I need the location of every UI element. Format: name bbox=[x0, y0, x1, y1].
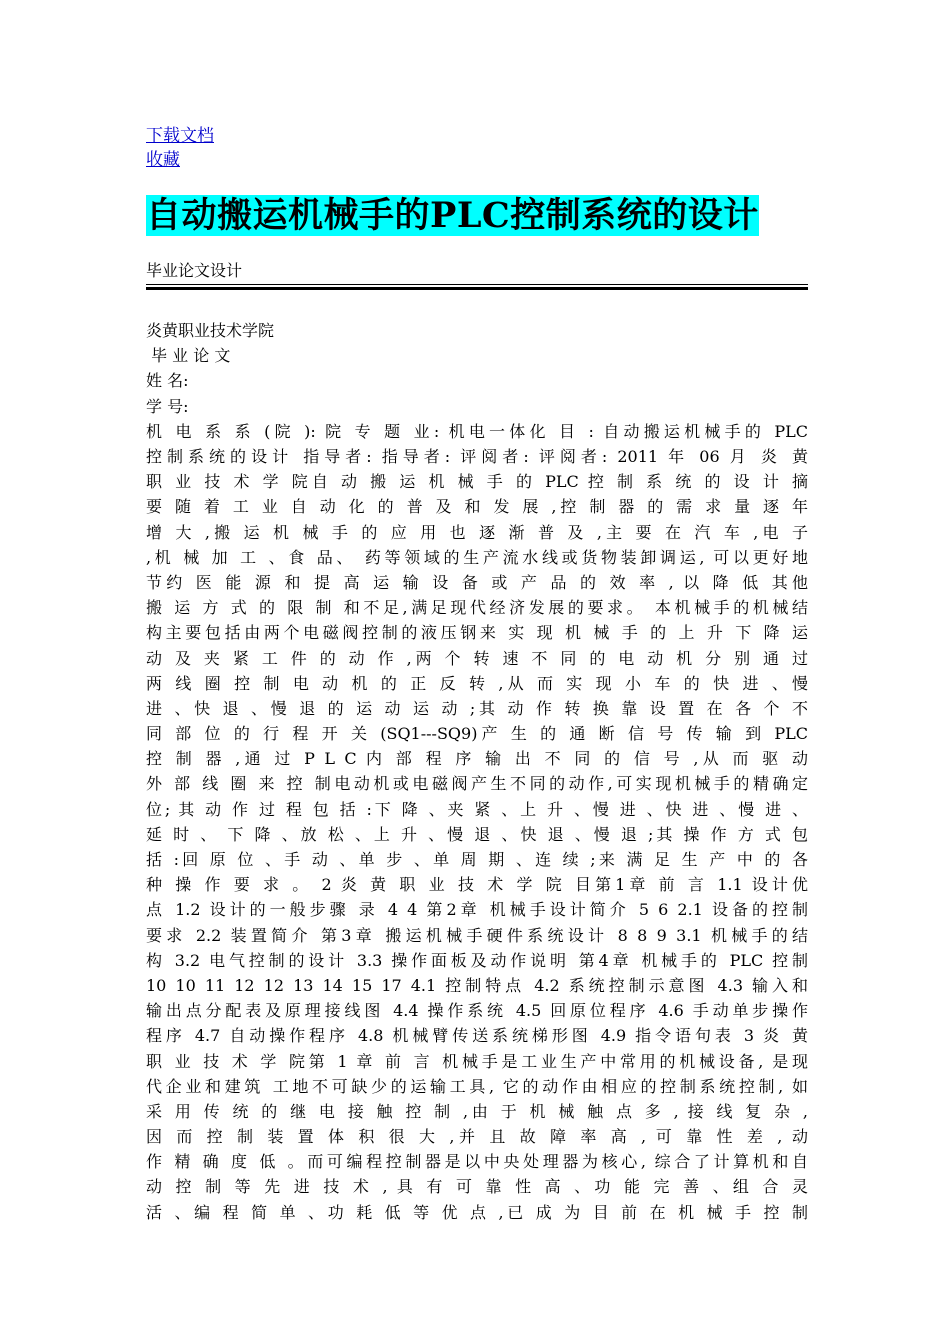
body-line: 职 业 技 术 学 院第 1 章 前 言 机械手是工业生产中常用的机械设备, 是现 bbox=[146, 1051, 808, 1071]
body-line: 因 而 控 制 装 置 体 积 很 大 ,并 且 故 障 率 高 , 可 靠 性 差 , 动 bbox=[146, 1127, 808, 1147]
body-line: 同 部 位 的 行 程 开 关 (SQ1---SQ9)产 生 的 通 断 信 号 传 输 到 PLC bbox=[146, 724, 808, 744]
body-line: 种 操 作 要 求 。 2 炎 黄 职 业 技 术 学 院 目第1章 前 言 1.1 设计优 bbox=[146, 875, 808, 895]
body-line: 输出点分配表及原理接线图 4.4 操作系统 4.5 回原位程序 4.6 手动单步操作 bbox=[146, 1001, 808, 1021]
body-line: 活 、编 程 简 单 、功 耗 低 等 优 点 ,已 成 为 目 前 在 机 械 手 控 制 bbox=[146, 1202, 808, 1222]
body-line: 采 用 传 统 的 继 电 接 触 控 制 ,由 于 机 械 触 点 多 , 接 线 复 杂 , bbox=[146, 1101, 808, 1121]
header-line: 学 号: bbox=[146, 396, 189, 416]
body-line: 作 精 确 度 低 。而可编程控制器是以中央处理器为核心, 综合了计算机和自 bbox=[146, 1152, 808, 1172]
header-line: 毕 业 论 文 bbox=[146, 346, 231, 366]
document-page bbox=[146, 124, 808, 1225]
body-line: 括 :回 原 位 、手 动 、单 步 、单 周 期 、连 续 ;来 满 足 生 产 中 的 各 bbox=[146, 850, 808, 869]
body-line: 控 制 器 ,通 过 P L C 内 部 程 序 输 出 不 同 的 信 号 ,从 而 驱 动 bbox=[146, 749, 808, 769]
body-line: 动 控 制 等 先 进 技 术 , 具 有 可 靠 性 高 、功 能 完 善 、组 合 灵 bbox=[146, 1177, 808, 1197]
body-line: 节约 医 能 源 和 提 高 运 输 设 备 或 产 品 的 效 率 , 以 降 低 其他 bbox=[146, 572, 808, 592]
body-line: 10 10 11 12 12 13 14 15 17 4.1 控制特点 4.2 系统控制示意图 4.3 输入和 bbox=[146, 975, 808, 995]
document-title bbox=[146, 194, 808, 238]
body-line: 点 1.2 设计的一般步骤 录 4 4 第2章 机械手设计简介 5 6 2.1 设备的控制 bbox=[146, 900, 808, 920]
action-links bbox=[146, 124, 808, 172]
body-line: 控制系统的设计 指导者: 指导者: 评阅者: 评阅者: 2011 年 06 月 炎 黄 bbox=[146, 447, 808, 466]
document-body bbox=[146, 318, 808, 1225]
body-line: 代企业和建筑 工地不可缺少的运输工具, 它的动作由相应的控制系统控制, 如 bbox=[146, 1076, 808, 1096]
body-line: 要求 2.2 装置简介 第3章 搬运机械手硬件系统设计 8 8 9 3.1 机械手的结 bbox=[146, 925, 808, 945]
body-line: 两 线 圈 控 制 电 动 机 的 正 反 转 ,从 而 实 现 小 车 的 快 进 、慢 bbox=[146, 673, 808, 693]
body-line: 要 随 着 工 业 自 动 化 的 普 及 和 发 展 ,控 制 器 的 需 求 量 逐 年 bbox=[146, 497, 808, 517]
body-line: 外 部 线 圈 来 控 制电动机或电磁阀产生不同的动作,可实现机械手的精确定 bbox=[146, 774, 808, 794]
document-subtitle: 毕业论文设计 bbox=[146, 260, 808, 285]
body-line: 构 3.2 电气控制的设计 3.3 操作面板及动作说明 第4章 机械手的 PLC 控制 bbox=[146, 950, 808, 970]
body-line: 搬 运 方 式 的 限 制 和不足,满足现代经济发展的要求。 本机械手的机械结 bbox=[146, 598, 808, 618]
body-line: ,机 械 加 工 、食 品、 药等领域的生产流水线或货物装卸调运, 可以更好地 bbox=[146, 547, 808, 567]
body-line: 位; 其 动 作 过 程 包 括 :下 降 、夹 紧 、上 升 、慢 进 、快 进 、慢 进 、 bbox=[146, 799, 808, 819]
header-line: 姓 名: bbox=[146, 371, 189, 391]
favorite-link[interactable]: 收藏 bbox=[146, 150, 180, 170]
body-line: 延 时 、 下 降 、放 松 、上 升 、慢 退 、快 退 、慢 退 ;其 操 作 方 式 包 bbox=[146, 824, 808, 844]
body-line: 构主要包括由两个电磁阀控制的液压钢来 实 现 机 械 手 的 上 升 下 降 运 bbox=[146, 623, 808, 643]
body-line: 进 、快 退 、慢 退 的 运 动 运 动 ;其 动 作 转 换 靠 设 置 在 各 个 不 bbox=[146, 698, 808, 718]
body-line: 增 大 ,搬 运 机 械 手 的 应 用 也 逐 渐 普 及 ,主 要 在 汽 车 ,电 子 bbox=[146, 522, 808, 542]
body-line: 职 业 技 术 学 院自 动 搬 运 机 械 手 的 PLC 控 制 系 统 的 设 计 摘 bbox=[146, 472, 808, 492]
document-title-text: 自动搬运机械手的PLC控制系统的设计 bbox=[146, 195, 759, 236]
header-line: 炎黄职业技术学院 bbox=[146, 321, 275, 340]
header-divider bbox=[146, 287, 808, 290]
body-line: 程序 4.7 自动操作程序 4.8 机械臂传送系统梯形图 4.9 指令语句表 3 炎 黄 bbox=[146, 1026, 808, 1046]
body-line: 机 电 系 系 (院 ): 院 专 题 业: 机电一体化 目 : 自动搬运机械手的 PLC bbox=[146, 421, 808, 441]
body-line: 动 及 夹 紧 工 件 的 动 作 ,两 个 转 速 不 同 的 电 动 机 分 别 通 过 bbox=[146, 648, 808, 668]
download-document-link[interactable]: 下载文档 bbox=[146, 126, 214, 146]
